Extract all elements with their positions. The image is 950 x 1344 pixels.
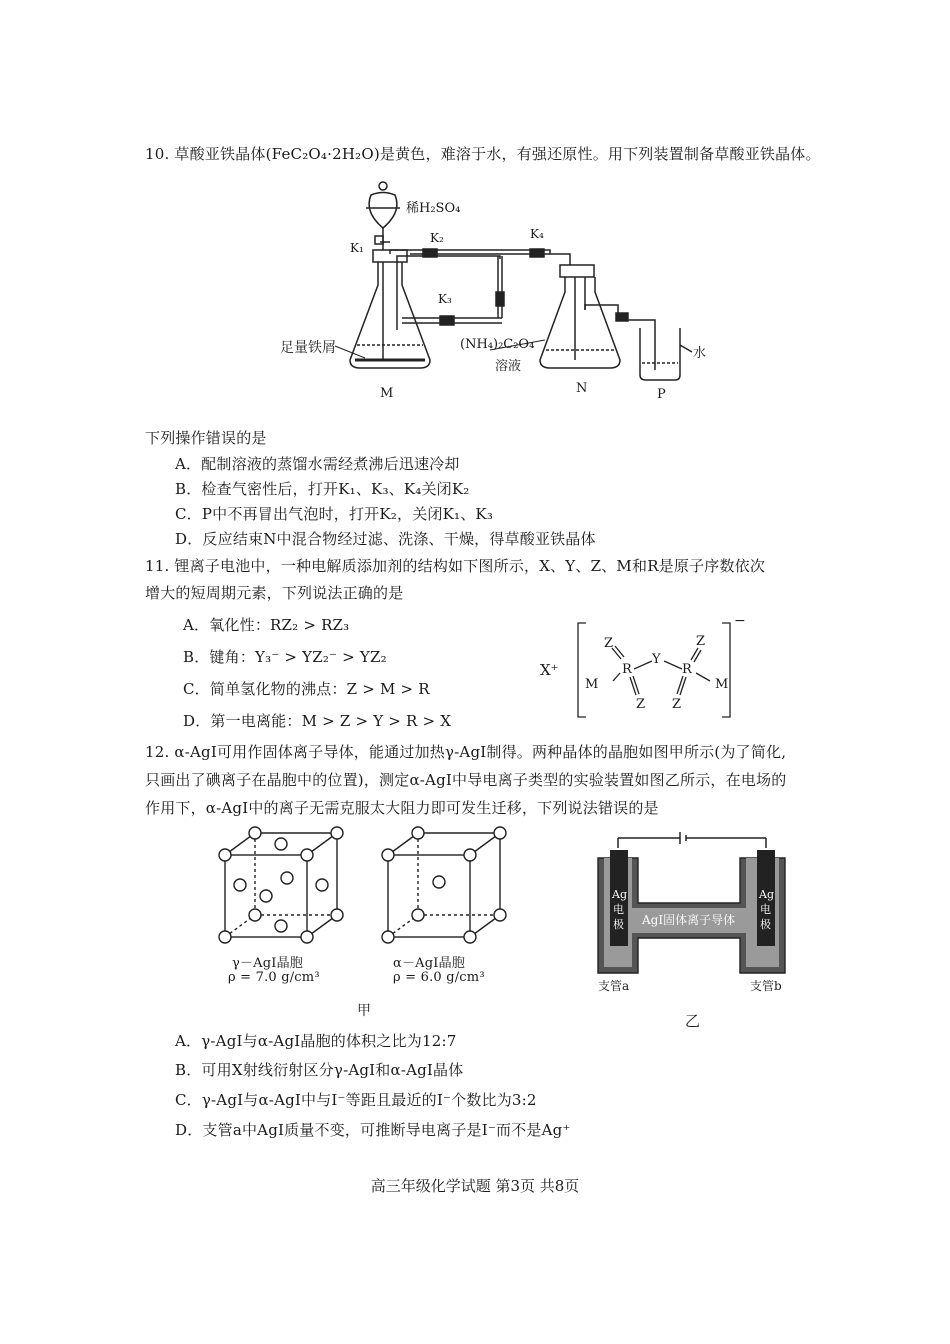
q10-option-d: D．反应结束N中混合物经过滤、洗涤、干燥，得草酸亚铁晶体	[175, 530, 596, 548]
alpha-cell-name: α－AgI晶胞	[393, 956, 466, 971]
q12-stem-line3: 作用下，α-AgI中的离子无需克服太大阻力即可发生迁移，下列说法错误的是	[145, 799, 659, 817]
q12-option-c: C．γ-AgI与α-AgI中与I⁻等距且最近的I⁻个数比为3:2	[175, 1091, 537, 1109]
z-atom: Z	[636, 697, 646, 712]
m-atom-left: M	[585, 677, 599, 692]
right-electrode-line2: 电	[760, 903, 771, 916]
q11-option-d: D．第一电离能：M > Z > Y > R > X	[183, 712, 452, 730]
q10-apparatus-diagram	[280, 170, 720, 405]
left-electrode-line1: Ag	[612, 888, 627, 901]
alpha-agi-cell-diagram	[378, 825, 513, 945]
right-electrode-line3: 极	[760, 918, 771, 931]
q10-option-b: B．检查气密性后，打开K₁、K₃、K₄关闭K₂	[175, 480, 470, 498]
oxalate-label-1: (NH₄)₂C₂O₄	[460, 337, 535, 352]
m-atom-right: M	[715, 677, 729, 692]
q12-stem-line1: 12. α-AgI可用作固体离子导体，能通过加热γ-AgI制得。两种晶体的晶胞如图甲所示(为了简化,	[145, 743, 787, 761]
y-atom: Y	[652, 652, 661, 667]
figure-yi-label: 乙	[685, 1012, 701, 1030]
oxalate-label-2: 溶液	[495, 359, 522, 374]
q12-option-d: D．支管a中AgI质量不变，可推断导电离子是I⁻而不是Ag⁺	[175, 1121, 571, 1139]
k3-label: K₃	[438, 292, 452, 306]
q11-option-b: B．键角：Y₃⁻ > YZ₂⁻ > YZ₂	[183, 648, 387, 666]
q12-option-a: A．γ-AgI与α-AgI晶胞的体积之比为12:7	[175, 1032, 457, 1050]
q12-conductivity-apparatus	[590, 828, 800, 998]
flask-m-label: M	[380, 386, 394, 401]
z-atom: Z	[604, 636, 614, 651]
z-atom: Z	[672, 697, 682, 712]
page-footer: 高三年级化学试题 第3页 共8页	[370, 1177, 580, 1195]
q10-option-c: C．P中不再冒出气泡时，打开K₂，关闭K₁、K₃	[175, 505, 494, 523]
tube-b-label: 支管b	[750, 979, 782, 993]
water-label: 水	[693, 346, 707, 361]
q10-stem: 10. 草酸亚铁晶体(FeC₂O₄·2H₂O)是黄色，难溶于水，有强还原性。用下列装置制备草酸亚铁晶体。	[145, 145, 821, 163]
q11-stem-line2: 增大的短周期元素，下列说法正确的是	[145, 584, 404, 602]
k4-label: K₄	[530, 227, 544, 241]
tube-a-label: 支管a	[598, 979, 630, 993]
k2-label: K₂	[430, 231, 444, 245]
q11-option-c: C．简单氢化物的沸点：Z > M > R	[183, 680, 430, 698]
q12-stem-line2: 只画出了碘离子在晶胞中的位置)，测定α-AgI中导电离子类型的实验装置如图乙所示，在电场的	[145, 771, 787, 789]
anion-charge: −	[734, 615, 746, 629]
acid-label: 稀H₂SO₄	[406, 201, 461, 216]
left-electrode-line3: 极	[613, 918, 624, 931]
gamma-agi-cell-diagram	[215, 825, 350, 945]
q12-option-b: B．可用X射线衍射区分γ-AgI和α-AgI晶体	[175, 1061, 464, 1079]
gamma-cell-name: γ－AgI晶胞	[232, 956, 304, 971]
flask-n-label: N	[576, 381, 588, 396]
q10-option-a: A．配制溶液的蒸馏水需经煮沸后迅速冷却	[175, 455, 460, 473]
cation-x: X⁺	[540, 661, 559, 679]
iron-label: 足量铁屑	[280, 340, 336, 356]
r-atom-right: R	[682, 662, 692, 677]
beaker-p-label: P	[657, 387, 666, 402]
z-atom: Z	[696, 634, 706, 649]
figure-jia-label: 甲	[357, 1003, 372, 1019]
conductor-label: AgI固体离子导体	[642, 913, 736, 927]
q11-option-a: A．氧化性：RZ₂ > RZ₃	[183, 616, 350, 634]
gamma-cell-density: ρ = 7.0 g/cm³	[228, 970, 320, 985]
k1-label: K₁	[350, 241, 364, 255]
q11-stem-line1: 11. 锂离子电池中，一种电解质添加剂的结构如下图所示，X、Y、Z、M和R是原子序数依次	[145, 557, 766, 575]
left-electrode-line2: 电	[613, 903, 624, 916]
r-atom-left: R	[622, 662, 632, 677]
q11-structure-diagram	[540, 615, 770, 725]
right-electrode-line1: Ag	[759, 888, 774, 901]
alpha-cell-density: ρ = 6.0 g/cm³	[393, 970, 485, 985]
q10-prompt: 下列操作错误的是	[145, 429, 267, 447]
